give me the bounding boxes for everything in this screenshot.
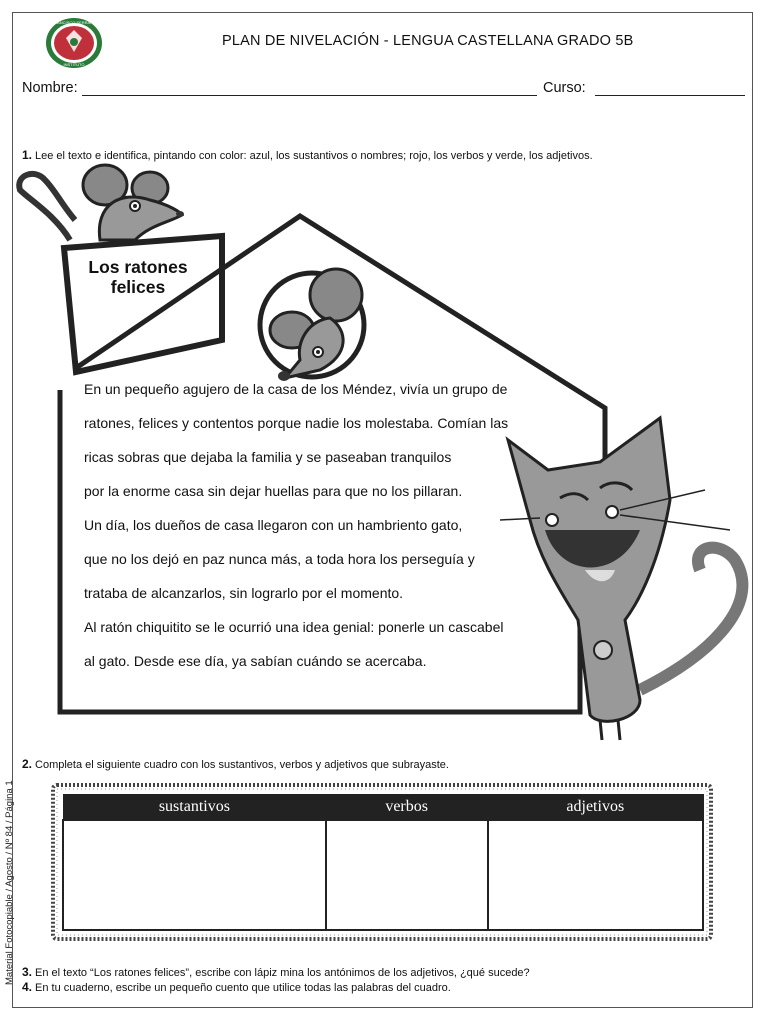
story-line: al gato. Desde ese día, ya sabían cuándo se acercaba. [84, 653, 427, 669]
story-line: En un pequeño agujero de la casa de los Méndez, vivía un grupo de [84, 381, 508, 397]
question-1-text: Lee el texto e identifica, pintando con color: azul, los sustantivos o nombres; rojo, los verbos y verde, los adjetivos. [35, 150, 593, 162]
question-2 [22, 757, 449, 771]
word-table-container [50, 782, 714, 942]
story-line: ratones, felices y contentos porque nadie los molestaba. Comían las [84, 415, 509, 431]
story-title-line-1: Los ratones [88, 257, 188, 277]
story-line: ricas sobras que dejaba la familia y se paseaban tranquilos [84, 449, 452, 465]
question-4-text: En tu cuaderno, escribe un pequeño cuento que utilice todas las palabras del cuadro. [35, 982, 451, 994]
story-line: Al ratón chiquitito se le ocurrió una idea genial: ponerle un cascabel [84, 619, 504, 635]
course-label: Curso: [543, 80, 586, 96]
story-title-line-2: felices [110, 277, 166, 297]
story-text [84, 378, 554, 684]
column-header-verbos: verbos [326, 795, 488, 821]
question-2-text: Completa el siguiente cuadro con los sustantivos, verbos y adjetivos que subrayaste. [35, 759, 449, 771]
question-4 [22, 980, 451, 994]
mouse-peeking-illustration [19, 165, 184, 240]
question-3-number: 3. [22, 965, 33, 979]
story-title [76, 257, 200, 297]
logo-text-bottom: INSTITUTO [63, 62, 85, 67]
story-line: trataba de alcanzarlos, sin lograrlo por el momento. [84, 585, 404, 601]
verbos-cell[interactable] [326, 820, 488, 930]
question-4-number: 4. [22, 980, 33, 994]
logo-text-top: FRANCISCO SERRANO [51, 20, 97, 25]
question-2-number: 2. [22, 757, 33, 771]
question-3 [22, 965, 530, 979]
name-label: Nombre: [22, 80, 78, 96]
page-title: PLAN DE NIVELACIÓN - LENGUA CASTELLANA GRADO 5B [222, 33, 634, 49]
column-header-sustantivos: sustantivos [63, 795, 326, 821]
story-line: que no los dejó en paz nunca más, a toda hora los perseguía y [84, 551, 475, 567]
mouse-window-illustration [260, 269, 364, 381]
adjetivos-cell[interactable] [488, 820, 703, 930]
column-header-adjetivos: adjetivos [488, 795, 703, 821]
story-line: Un día, los dueños de casa llegaron con un hambriento gato, [84, 517, 463, 533]
question-1-number: 1. [22, 148, 33, 162]
side-footer-text: Material Fotocopiable / Agosto / Nº 84 / Página 1 [4, 780, 15, 985]
sustantivos-cell[interactable] [63, 820, 326, 930]
word-classification-table [62, 794, 704, 931]
story-line: por la enorme casa sin dejar huellas para que no los pillaran. [84, 483, 463, 499]
question-3-text: En el texto “Los ratones felices”, escribe con lápiz mina los antónimos de los adjetivos, ¿qué sucede? [35, 967, 530, 979]
